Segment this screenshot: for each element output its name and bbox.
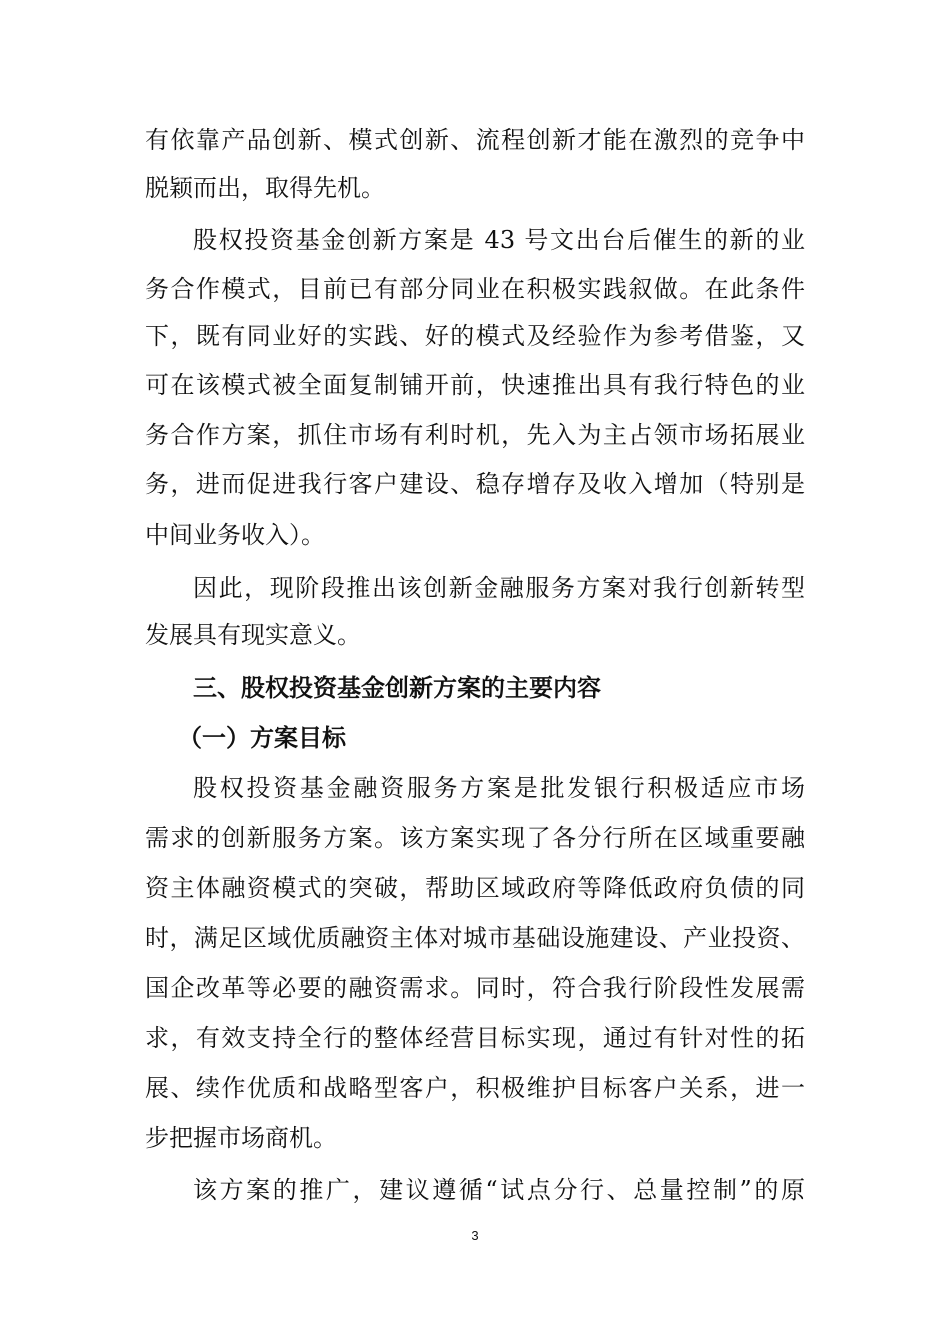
body-text-line: 有依靠产品创新、模式创新、流程创新才能在激烈的竞争中 bbox=[145, 126, 805, 154]
body-text-line: 步把握市场商机。 bbox=[145, 1124, 337, 1152]
body-text-line: 该方案的推广，建议遵循“试点分行、总量控制”的原 bbox=[193, 1176, 805, 1204]
body-text-line: 时，满足区域优质融资主体对城市基础设施建设、产业投资、 bbox=[145, 924, 805, 952]
body-text-line: 股权投资基金融资服务方案是批发银行积极适应市场 bbox=[193, 774, 805, 802]
body-text-line: 股权投资基金创新方案是 43 号文出台后催生的新的业 bbox=[193, 226, 805, 254]
body-text-line: 务，进而促进我行客户建设、稳存增存及收入增加（特别是 bbox=[145, 470, 805, 498]
body-text-line: 中间业务收入）。 bbox=[145, 521, 325, 549]
body-text-line: 需求的创新服务方案。该方案实现了各分行所在区域重要融 bbox=[145, 824, 805, 852]
section-heading: 三、股权投资基金创新方案的主要内容 bbox=[193, 674, 601, 702]
body-text-line: 发展具有现实意义。 bbox=[145, 621, 361, 649]
body-text-line: 因此，现阶段推出该创新金融服务方案对我行创新转型 bbox=[193, 574, 805, 602]
body-text-line: 资主体融资模式的突破，帮助区域政府等降低政府负债的同 bbox=[145, 874, 805, 902]
subsection-heading: （一）方案目标 bbox=[178, 724, 346, 752]
body-text-line: 务合作模式，目前已有部分同业在积极实践叙做。在此条件 bbox=[145, 275, 805, 303]
body-text-line: 可在该模式被全面复制铺开前，快速推出具有我行特色的业 bbox=[145, 371, 805, 399]
body-text-line: 求，有效支持全行的整体经营目标实现，通过有针对性的拓 bbox=[145, 1024, 805, 1052]
body-text-line: 下，既有同业好的实践、好的模式及经验作为参考借鉴，又 bbox=[145, 322, 805, 350]
body-text-line: 脱颖而出，取得先机。 bbox=[145, 174, 385, 202]
body-text-line: 展、续作优质和战略型客户，积极维护目标客户关系，进一 bbox=[145, 1074, 805, 1102]
body-text-line: 务合作方案，抓住市场有利时机，先入为主占领市场拓展业 bbox=[145, 421, 805, 449]
page-number: 3 bbox=[471, 1228, 479, 1243]
body-text-line: 国企改革等必要的融资需求。同时，符合我行阶段性发展需 bbox=[145, 974, 805, 1002]
